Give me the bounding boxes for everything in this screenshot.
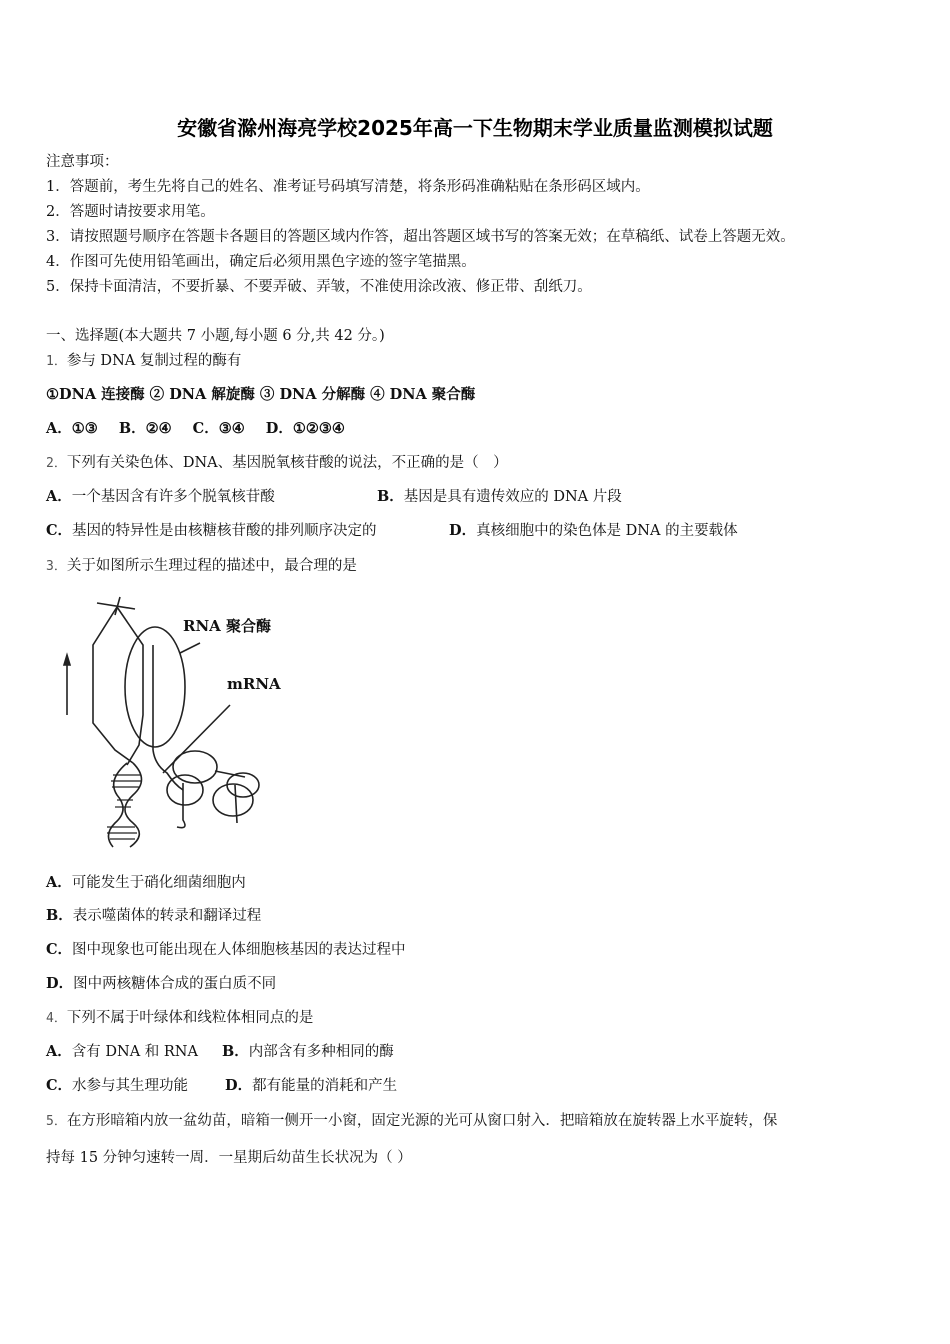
question-3-option-a: A．可能发生于硝化细菌细胞内 (46, 874, 246, 891)
question-1-options (46, 419, 345, 439)
note-item: 3．请按照题号顺序在答题卡各题目的答题区域内作答，超出答题区域书写的答案无效；在草稿纸、试卷上答题无效。 (46, 229, 795, 245)
question-2-option-d: D．真核细胞中的染色体是 DNA 的主要载体 (449, 522, 738, 539)
question-stem: 下列不属于叶绿体和线粒体相同点的是 (66, 1010, 314, 1026)
note-item: 5．保持卡面清洁，不要折暴、不要弄破、弄皱，不准使用涂改液、修正带、刮纸刀。 (46, 279, 592, 295)
option-b: B．②④ (118, 420, 172, 437)
note-item: 2．答题时请按要求用笔。 (46, 204, 215, 220)
question-5 (46, 1111, 777, 1132)
question-3-option-b: B．表示噬菌体的转录和翻译过程 (46, 907, 262, 924)
question-1 (46, 351, 241, 372)
question-number: 3． (46, 559, 67, 574)
question-number: 2． (46, 456, 67, 471)
option-a: A．①③ (46, 420, 98, 437)
question-stem: 关于如图所示生理过程的描述中，最合理的是 (66, 558, 357, 574)
question-1-items: ①DNA 连接酶 ② DNA 解旋酶 ③ DNA 分解酶 ④ DNA 聚合酶 (46, 386, 476, 403)
page-title: 安徽省滁州海亮学校2025年高一下生物期末学业质量监测模拟试题 (177, 116, 773, 140)
question-4-option-d: D．都有能量的消耗和产生 (225, 1077, 398, 1094)
question-4-option-a: A．含有 DNA 和 RNA (46, 1043, 198, 1060)
note-item: 4．作图可先使用铅笔画出，确定后必须用黑色字迹的签字笔描黑。 (46, 254, 476, 270)
question-4-option-c: C．水参与其生理功能 (46, 1077, 189, 1094)
question-5-continued: 持每 15 分钟匀速转一周．一星期后幼苗生长状况为（ ） (46, 1150, 412, 1166)
note-item: 1．答题前，考生先将自己的姓名、准考证号码填写清楚，将条形码准确粘贴在条形码区域内。 (46, 179, 650, 195)
option-d: D．①②③④ (265, 420, 345, 437)
question-number: 5． (46, 1114, 67, 1129)
question-stem: 下列有关染色体、DNA、基因脱氧核苷酸的说法，不正确的是（ ） (66, 455, 508, 471)
question-3-option-c: C．图中现象也可能出现在人体细胞核基因的表达过程中 (46, 941, 406, 958)
question-2 (46, 453, 508, 474)
transcription-translation-diagram (55, 595, 315, 850)
question-2-option-c: C．基因的特异性是由核糖核苷酸的排列顺序决定的 (46, 522, 377, 539)
section-heading: 一、选择题(本大题共 7 小题,每小题 6 分,共 42 分。) (46, 328, 385, 344)
question-2-option-a: A．一个基因含有许多个脱氧核苷酸 (46, 488, 275, 505)
question-stem: 参与 DNA 复制过程的酶有 (66, 353, 242, 369)
question-number: 4． (46, 1011, 67, 1026)
question-stem: 在方形暗箱内放一盆幼苗，暗箱一侧开一小窗，固定光源的光可从窗口射入．把暗箱放在旋转器上水平旋转，保 (66, 1113, 778, 1129)
question-4-option-b: B．内部含有多种相同的酶 (222, 1043, 394, 1060)
option-c: C．③④ (192, 420, 245, 437)
question-2-option-b: B．基因是具有遗传效应的 DNA 片段 (377, 488, 622, 505)
question-3-option-d: D．图中两核糖体合成的蛋白质不同 (46, 975, 277, 992)
label-rna-polymerase: RNA 聚合酶 (183, 617, 272, 635)
question-3 (46, 556, 357, 577)
question-number: 1． (46, 354, 67, 369)
notes-heading: 注意事项： (46, 154, 119, 170)
question-4 (46, 1008, 313, 1029)
label-mrna: mRNA (227, 675, 281, 693)
